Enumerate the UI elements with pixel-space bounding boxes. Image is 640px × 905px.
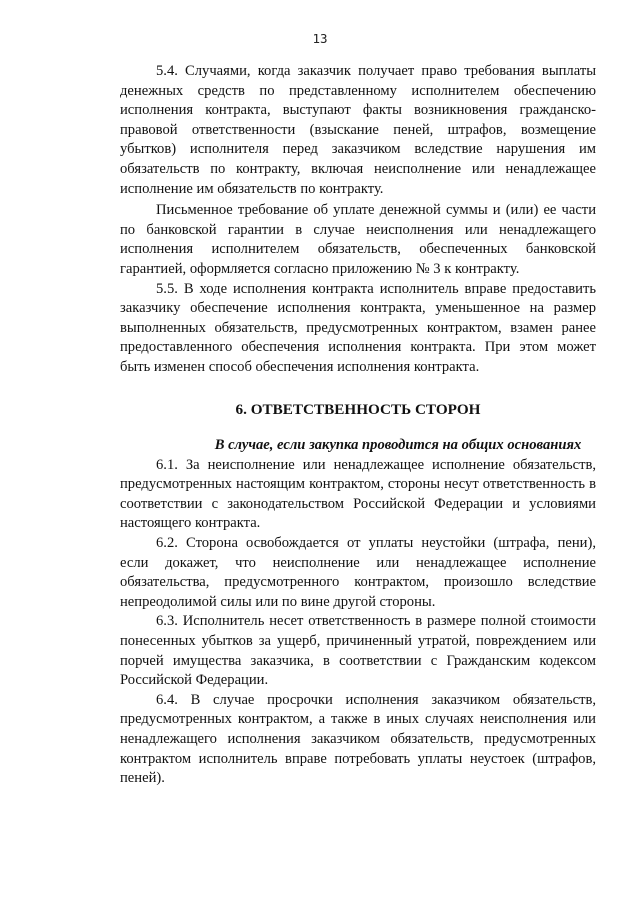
paragraph-5-4-written-demand: Письменное требование об уплате денежной суммы и (или) ее части по банковской гарантии в случае неисполнения или ненадлежащего исполнения исполнителем обязательств, обеспеченных банковской гарантией, оформляется согласно приложению № 3 к контракту. [120, 202, 596, 277]
paragraph-6-3: 6.3. Исполнитель несет ответственность в размере полной стоимости понесенных убытков за ущерб, причиненный утратой, повреждением или порчей имущества заказчика, в соответствии с Гражданским кодексом Российской Федерации. [120, 613, 596, 689]
section-6-subheading: В случае, если закупка проводится на общих основаниях [214, 437, 582, 454]
paragraph-5-4: 5.4. Случаями, когда заказчик получает право требования выплаты денежных средств по представленному исполнителем обеспечению исполнения контракта, выступают факты возникновения гражданско-правовой ответственности (взыскание пеней, штрафов, возмещение убытков) исполнителя перед заказчиком вследствие нарушения им обязательств по контракту, включая неисполнение или ненадлежащее исполнение им обязательств по контракту. [120, 63, 596, 197]
page-number: 13 [312, 31, 328, 46]
paragraph-6-4: 6.4. В случае просрочки исполнения заказчиком обязательств, предусмотренных контрактом, а также в иных случаях неисполнения или ненадлежащего исполнения заказчиком обязательств, предусмотренных контрактом исполнитель вправе потребовать уплаты неустоек (штрафов, пеней). [120, 691, 596, 787]
document-body [120, 62, 596, 789]
section-6-heading: 6. ОТВЕТСТВЕННОСТЬ СТОРОН [235, 400, 481, 418]
paragraph-6-1: 6.1. За неисполнение или ненадлежащее исполнение обязательств, предусмотренных настоящим контрактом, стороны несут ответственность в соответствии с законодательством Российской Федерации и условиями настоящего контракта. [120, 456, 596, 532]
paragraph-5-5: 5.5. В ходе исполнения контракта исполнитель вправе предоставить заказчику обеспечение исполнения контракта, уменьшенное на размер выполненных обязательств, предусмотренных контрактом, взамен ранее предоставленного обеспечения исполнения контракта. При этом может быть изменен способ обеспечения исполнения контракта. [120, 280, 596, 375]
paragraph-6-2: 6.2. Сторона освобождается от уплаты неустойки (штрафа, пени), если докажет, что неисполнение или ненадлежащее исполнение обязательства, предусмотренного контрактом, произошло вследствие непреодолимой силы или по вине другой стороны. [120, 535, 596, 610]
